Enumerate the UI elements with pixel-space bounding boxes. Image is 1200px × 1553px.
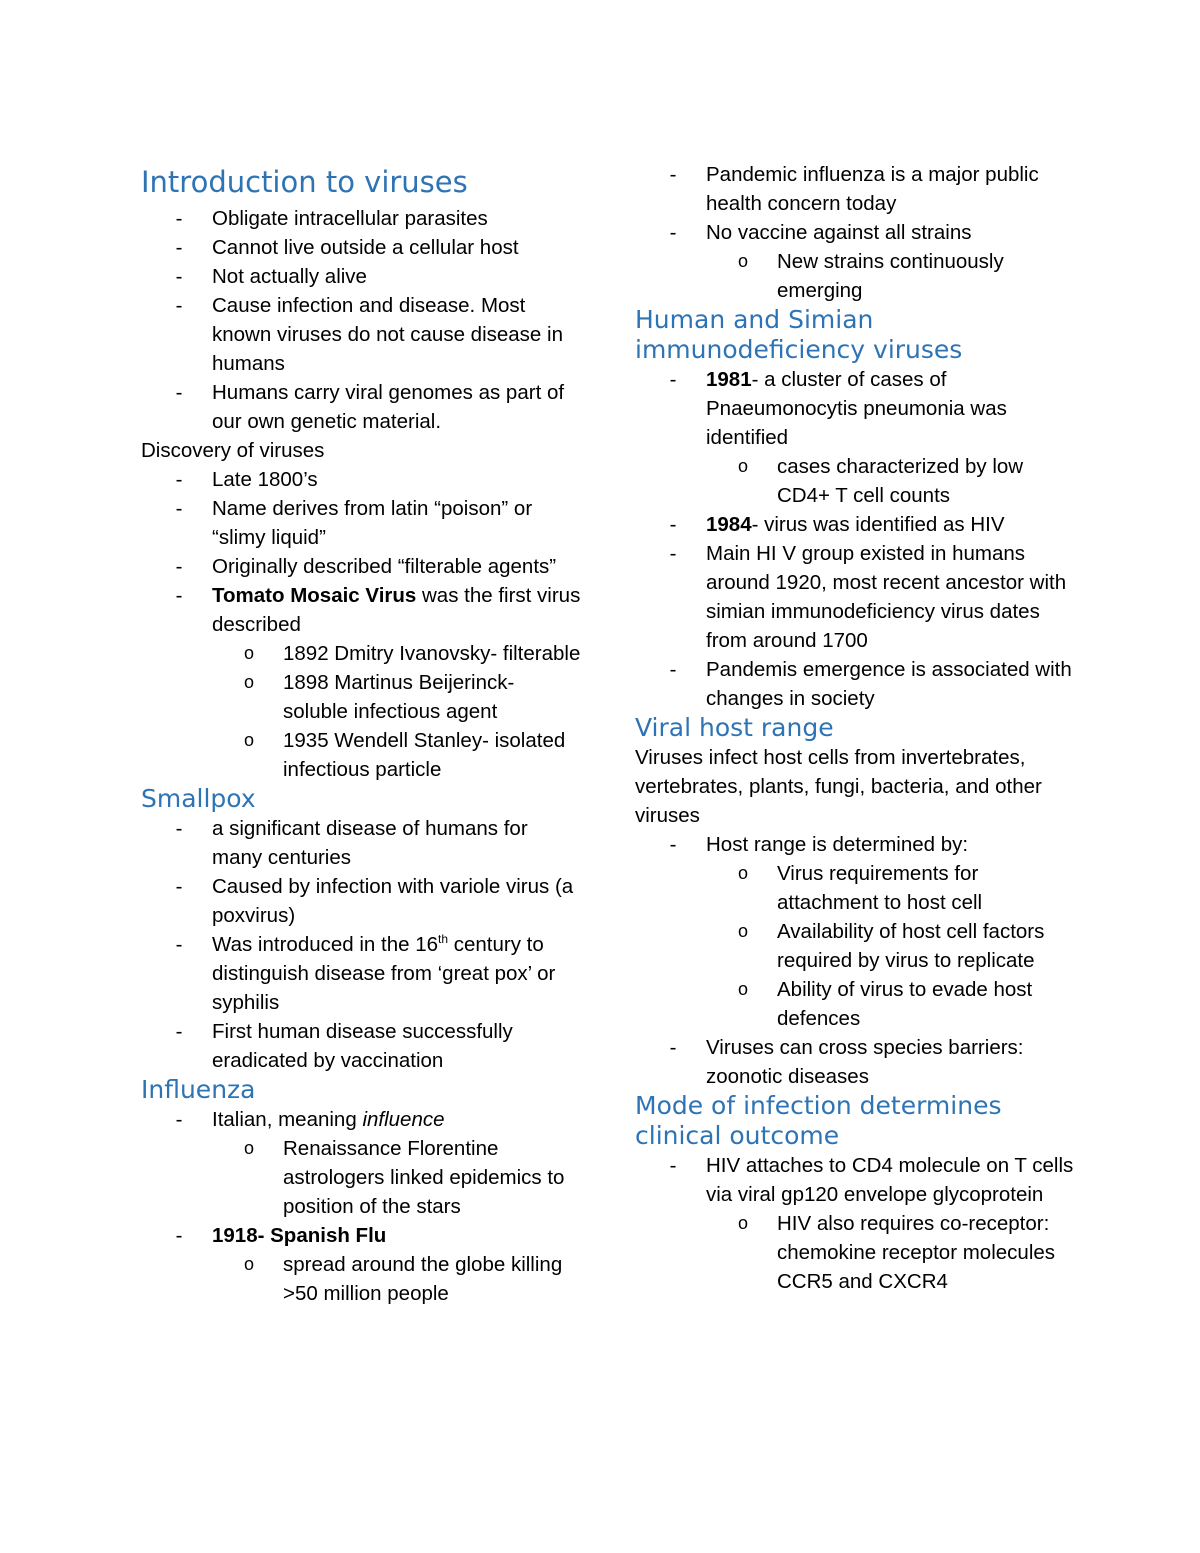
section-heading-human-and-simian-immunodeficiency-viruse: Human and Simian immunodeficiency viruses bbox=[635, 305, 963, 364]
text-run: was the first virus described bbox=[212, 584, 581, 636]
circle-bullet-icon: o bbox=[243, 730, 254, 750]
text-run: 1898 Martinus Beijerinck- soluble infectious agent bbox=[283, 671, 515, 723]
text-run: 1984 bbox=[706, 513, 752, 536]
circle-bullet-icon: o bbox=[737, 921, 748, 941]
text-run: Cause infection and disease. Most known viruses do not cause disease in humans bbox=[212, 294, 563, 375]
text-run: Ability of virus to evade host defences bbox=[777, 978, 1033, 1030]
dash-bullet-icon: - bbox=[669, 658, 677, 681]
text-run: th bbox=[438, 932, 449, 947]
section-heading-influenza: Influenza bbox=[141, 1075, 256, 1104]
dash-bullet-icon: - bbox=[175, 875, 183, 898]
circle-bullet-icon: o bbox=[737, 1213, 748, 1233]
text-run: a significant disease of humans for many centuries bbox=[212, 817, 528, 869]
list-item bbox=[141, 262, 581, 291]
text-run: influence bbox=[362, 1108, 445, 1131]
text-run: Not actually alive bbox=[212, 265, 367, 288]
text-run: - a cluster of cases of Pnaeumonocytis pneumonia was identified bbox=[706, 368, 1007, 449]
dash-bullet-icon: - bbox=[669, 1036, 677, 1059]
text-run: Was introduced in the 16 bbox=[212, 933, 439, 956]
text-run: Caused by infection with variole virus (a poxvirus) bbox=[212, 875, 574, 927]
dash-bullet-icon: - bbox=[175, 1108, 183, 1131]
text-run: Italian, meaning bbox=[212, 1108, 363, 1131]
dash-bullet-icon: - bbox=[175, 933, 183, 956]
list-item bbox=[635, 1033, 1075, 1091]
circle-bullet-icon: o bbox=[737, 456, 748, 476]
text-run: Availability of host cell factors required by virus to replicate bbox=[777, 920, 1045, 972]
list-item bbox=[635, 859, 1075, 917]
text-run: Renaissance Florentine astrologers linked epidemics to position of the stars bbox=[283, 1137, 565, 1218]
text-run: Main HI V group existed in humans around 1920, most recent ancestor with simian immunodeficiency virus dates from around 1700 bbox=[706, 542, 1067, 652]
section-heading-introduction-to-viruses: Introduction to viruses bbox=[141, 165, 468, 199]
text-run: Originally described “filterable agents” bbox=[212, 555, 557, 578]
list-item bbox=[635, 1151, 1075, 1209]
list-item bbox=[141, 1105, 581, 1134]
dash-bullet-icon: - bbox=[175, 236, 183, 259]
dash-bullet-icon: - bbox=[175, 207, 183, 230]
list-item bbox=[635, 247, 1075, 305]
list-item bbox=[141, 872, 581, 930]
list-item bbox=[635, 539, 1075, 655]
list-item bbox=[635, 218, 1075, 247]
text-run: Host range is determined by: bbox=[706, 833, 969, 856]
list-item bbox=[635, 655, 1075, 713]
dash-bullet-icon: - bbox=[669, 1154, 677, 1177]
circle-bullet-icon: o bbox=[737, 979, 748, 999]
dash-bullet-icon: - bbox=[669, 368, 677, 391]
text-run: 1981 bbox=[706, 368, 752, 391]
paragraph bbox=[141, 436, 581, 465]
text-run: Pandemis emergence is associated with changes in society bbox=[706, 658, 1072, 710]
list-item bbox=[635, 160, 1075, 218]
text-run: No vaccine against all strains bbox=[706, 221, 972, 244]
text-run: 1935 Wendell Stanley- isolated infectious particle bbox=[283, 729, 566, 781]
text-run: First human disease successfully eradicated by vaccination bbox=[212, 1020, 513, 1072]
dash-bullet-icon: - bbox=[175, 381, 183, 404]
dash-bullet-icon: - bbox=[669, 163, 677, 186]
circle-bullet-icon: o bbox=[737, 251, 748, 271]
list-item bbox=[141, 204, 581, 233]
text-run: cases characterized by low CD4+ T cell counts bbox=[777, 455, 1024, 507]
list-item bbox=[141, 581, 581, 639]
list-item bbox=[141, 930, 581, 1017]
left-column bbox=[141, 160, 581, 1308]
list-item bbox=[635, 452, 1075, 510]
list-item bbox=[141, 1134, 581, 1221]
text-run: HIV attaches to CD4 molecule on T cells via viral gp120 envelope glycoprotein bbox=[706, 1154, 1074, 1206]
list-item bbox=[141, 1017, 581, 1075]
list-item bbox=[635, 917, 1075, 975]
dash-bullet-icon: - bbox=[175, 555, 183, 578]
list-item bbox=[141, 494, 581, 552]
text-run: 1918- Spanish Flu bbox=[212, 1224, 387, 1247]
dash-bullet-icon: - bbox=[175, 817, 183, 840]
text-run: Discovery of viruses bbox=[141, 439, 325, 462]
text-run: - virus was identified as HIV bbox=[751, 513, 1005, 536]
text-run: Humans carry viral genomes as part of our own genetic material. bbox=[212, 381, 565, 433]
circle-bullet-icon: o bbox=[243, 672, 254, 692]
list-item bbox=[141, 465, 581, 494]
list-item bbox=[635, 365, 1075, 452]
dash-bullet-icon: - bbox=[175, 265, 183, 288]
list-item bbox=[635, 510, 1075, 539]
list-item bbox=[635, 1209, 1075, 1296]
text-run: HIV also requires co-receptor: chemokine receptor molecules CCR5 and CXCR4 bbox=[777, 1212, 1056, 1293]
list-item bbox=[141, 233, 581, 262]
circle-bullet-icon: o bbox=[737, 863, 748, 883]
list-item bbox=[141, 814, 581, 872]
text-run: Viruses infect host cells from invertebrates, vertebrates, plants, fungi, bacteria, and other viruses bbox=[635, 746, 1042, 827]
text-run: spread around the globe killing >50 million people bbox=[283, 1253, 563, 1305]
text-run: Virus requirements for attachment to host cell bbox=[777, 862, 983, 914]
list-item bbox=[141, 291, 581, 378]
dash-bullet-icon: - bbox=[669, 542, 677, 565]
text-run: New strains continuously emerging bbox=[777, 250, 1004, 302]
text-run: Cannot live outside a cellular host bbox=[212, 236, 519, 259]
dash-bullet-icon: - bbox=[175, 584, 183, 607]
section-heading-mode-of-infection-determines-clinical-ou: Mode of infection determines clinical outcome bbox=[635, 1091, 1002, 1150]
text-run: Late 1800’s bbox=[212, 468, 318, 491]
section-heading-viral-host-range: Viral host range bbox=[635, 713, 834, 742]
text-run: Pandemic influenza is a major public health concern today bbox=[706, 163, 1039, 215]
section-heading-smallpox: Smallpox bbox=[141, 784, 256, 813]
dash-bullet-icon: - bbox=[175, 294, 183, 317]
list-item bbox=[141, 1250, 581, 1308]
list-item bbox=[141, 1221, 581, 1250]
circle-bullet-icon: o bbox=[243, 1138, 254, 1158]
list-item bbox=[141, 552, 581, 581]
dash-bullet-icon: - bbox=[669, 833, 677, 856]
text-run: Viruses can cross species barriers: zoonotic diseases bbox=[706, 1036, 1024, 1088]
list-item bbox=[141, 668, 581, 726]
circle-bullet-icon: o bbox=[243, 1254, 254, 1274]
paragraph bbox=[635, 743, 1075, 830]
list-item bbox=[141, 726, 581, 784]
text-run: Tomato Mosaic Virus bbox=[212, 584, 417, 607]
dash-bullet-icon: - bbox=[175, 497, 183, 520]
dash-bullet-icon: - bbox=[175, 1224, 183, 1247]
circle-bullet-icon: o bbox=[243, 643, 254, 663]
dash-bullet-icon: - bbox=[175, 1020, 183, 1043]
text-run: century to distinguish disease from ‘great pox’ or syphilis bbox=[212, 933, 556, 1014]
dash-bullet-icon: - bbox=[669, 513, 677, 536]
list-item bbox=[141, 378, 581, 436]
text-run: 1892 Dmitry Ivanovsky- filterable bbox=[283, 642, 581, 665]
list-item bbox=[635, 830, 1075, 859]
right-column bbox=[635, 160, 1075, 1296]
text-run: Name derives from latin “poison” or “slimy liquid” bbox=[212, 497, 533, 549]
text-run: Obligate intracellular parasites bbox=[212, 207, 488, 230]
dash-bullet-icon: - bbox=[175, 468, 183, 491]
list-item bbox=[141, 639, 581, 668]
list-item bbox=[635, 975, 1075, 1033]
dash-bullet-icon: - bbox=[669, 221, 677, 244]
